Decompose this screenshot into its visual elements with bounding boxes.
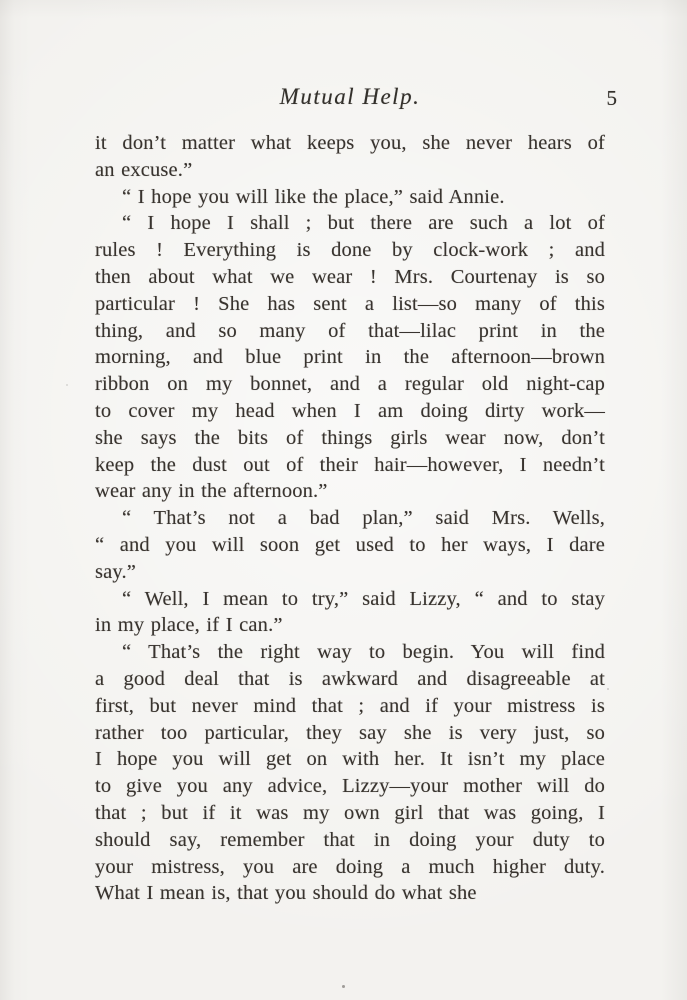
text-line: keep the dust out of their hair—however, I needn’t	[95, 453, 605, 476]
page-header	[95, 84, 617, 114]
text-line: to cover my head when I am doing dirty work—	[95, 399, 605, 422]
text-line: should say, remember that in doing your duty to	[95, 828, 605, 851]
text-line: particular ! She has sent a list—so many of this	[95, 292, 605, 315]
text-line: that ; but if it was my own girl that was going, I	[95, 801, 605, 824]
text-line: rules ! Everything is done by clock-work ; and	[95, 239, 605, 262]
text-line: an excuse.”	[95, 158, 193, 181]
text-line: “ I hope I shall ; but there are such a lot of	[122, 212, 605, 235]
text-line: “ Well, I mean to try,” said Lizzy, “ and to stay	[122, 587, 605, 610]
text-line: thing, and so many of that—lilac print in the	[95, 319, 605, 342]
text-line: it don’t matter what keeps you, she never hears of	[95, 132, 605, 154]
text-line: wear any in the afternoon.”	[95, 480, 328, 503]
text-line: to give you any advice, Lizzy—your mother will do	[95, 775, 605, 798]
text-line: rather too particular, they say she is very just, so	[95, 721, 605, 744]
text-line: “ That’s not a bad plan,” said Mrs. Wells,	[122, 507, 605, 530]
text-line: “ That’s the right way to begin. You will find	[122, 641, 605, 664]
text-line: in my place, if I can.”	[95, 614, 283, 637]
text-line: then about what we wear ! Mrs. Courtenay is so	[95, 265, 605, 288]
page-body	[95, 130, 605, 907]
paragraph	[95, 639, 605, 907]
paragraph	[95, 505, 605, 585]
paragraph	[95, 210, 605, 505]
text-line: “ and you will soon get used to her ways, I dare	[95, 533, 605, 556]
ink-speck	[607, 688, 609, 690]
running-title: Mutual Help.	[279, 84, 421, 109]
text-line: say.”	[95, 560, 136, 583]
ink-speck	[66, 384, 68, 386]
text-line: morning, and blue print in the afternoon—brown	[95, 346, 605, 369]
paragraph	[95, 586, 605, 640]
text-line: ribbon on my bonnet, and a regular old night-cap	[95, 373, 605, 396]
paragraph	[95, 184, 605, 211]
text-line: I hope you will get on with her. It isn’t my place	[95, 748, 605, 771]
text-line: “ I hope you will like the place,” said Annie.	[122, 185, 505, 208]
text-line: What I mean is, that you should do what she	[95, 882, 477, 905]
page-number: 5	[606, 86, 617, 110]
text-line: she says the bits of things girls wear now, don’t	[95, 426, 605, 449]
ink-speck	[342, 985, 345, 988]
paragraph	[95, 130, 605, 184]
text-line: first, but never mind that ; and if your mistress is	[95, 694, 605, 717]
text-line: a good deal that is awkward and disagreeable at	[95, 667, 605, 690]
text-line: your mistress, you are doing a much higher duty.	[95, 855, 605, 878]
